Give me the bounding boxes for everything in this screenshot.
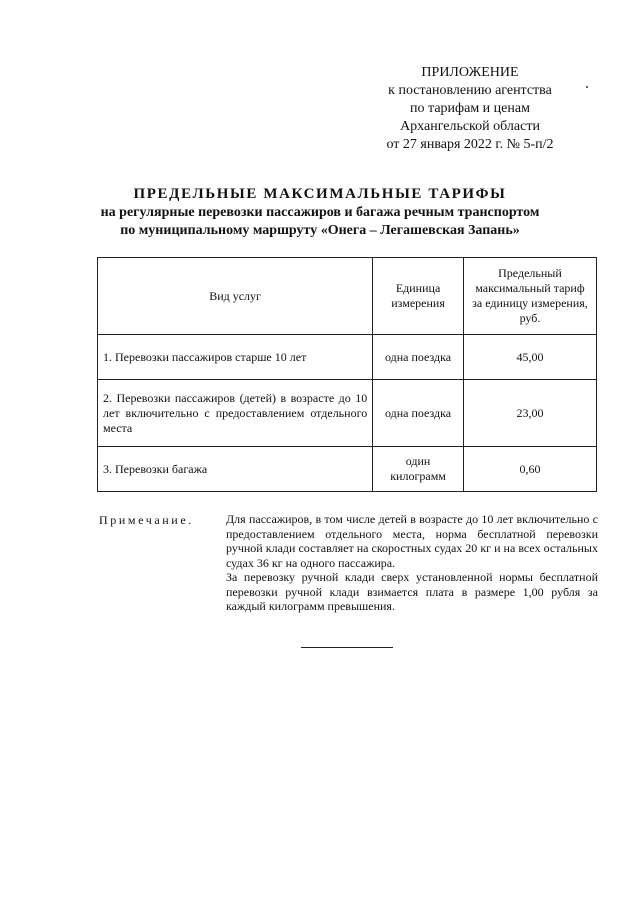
- header-unit: Единица измерения: [373, 258, 464, 335]
- header-service: Вид услуг: [98, 258, 373, 335]
- table-row: [98, 447, 597, 492]
- header-tariff: Предельный максимальный тариф за единицу измерения, руб.: [463, 258, 596, 335]
- appendix-block: [370, 64, 570, 154]
- document-subtitle-route: по муниципальному маршруту «Онега – Легашевская Запань»: [120, 223, 520, 238]
- cell-tariff: 23,00: [463, 380, 596, 447]
- note-body: [226, 512, 598, 614]
- document-heading: [40, 184, 600, 240]
- appendix-title: ПРИЛОЖЕНИЕ: [421, 65, 519, 80]
- cell-unit: одна поездка: [373, 380, 464, 447]
- tariff-table: [97, 257, 597, 492]
- closing-rule: [301, 647, 393, 648]
- note-paragraph: Для пассажиров, в том числе детей в возрасте до 10 лет включительно с предоставлением отдельного места, норма бесплатной перевозки ручной клади составляет на скоростных судах 20 кг и на всех остальных судах 36 кг на одного пассажира.: [226, 512, 598, 570]
- cell-service: 3. Перевозки багажа: [98, 447, 373, 492]
- table-header-row: [98, 258, 597, 335]
- note-label: Примечание.: [99, 513, 194, 527]
- note-paragraph: За перевозку ручной клади сверх установленной нормы бесплатной перевозки ручной клади взимается плата в размере 1,00 рубля за каждый килограмм превышения.: [226, 570, 598, 613]
- document-title: ПРЕДЕЛЬНЫЕ МАКСИМАЛЬНЫЕ ТАРИФЫ: [133, 186, 507, 202]
- cell-service: 1. Перевозки пассажиров старше 10 лет: [98, 335, 373, 380]
- table-row: [98, 335, 597, 380]
- appendix-line: Архангельской области: [400, 119, 540, 134]
- table-row: [98, 380, 597, 447]
- document-subtitle: на регулярные перевозки пассажиров и багажа речным транспортом: [100, 205, 540, 220]
- appendix-line: по тарифам и ценам: [410, 101, 530, 116]
- cell-tariff: 0,60: [463, 447, 596, 492]
- cell-tariff: 45,00: [463, 335, 596, 380]
- cell-unit: одна поездка: [373, 335, 464, 380]
- appendix-line: к постановлению агентства: [388, 83, 552, 98]
- cell-unit: один килограмм: [373, 447, 464, 492]
- appendix-date: от 27 января 2022 г. № 5-п/2: [386, 137, 554, 152]
- scan-speck: [586, 86, 588, 88]
- cell-service: 2. Перевозки пассажиров (детей) в возрасте до 10 лет включительно с предоставлением отдельного места: [98, 380, 373, 447]
